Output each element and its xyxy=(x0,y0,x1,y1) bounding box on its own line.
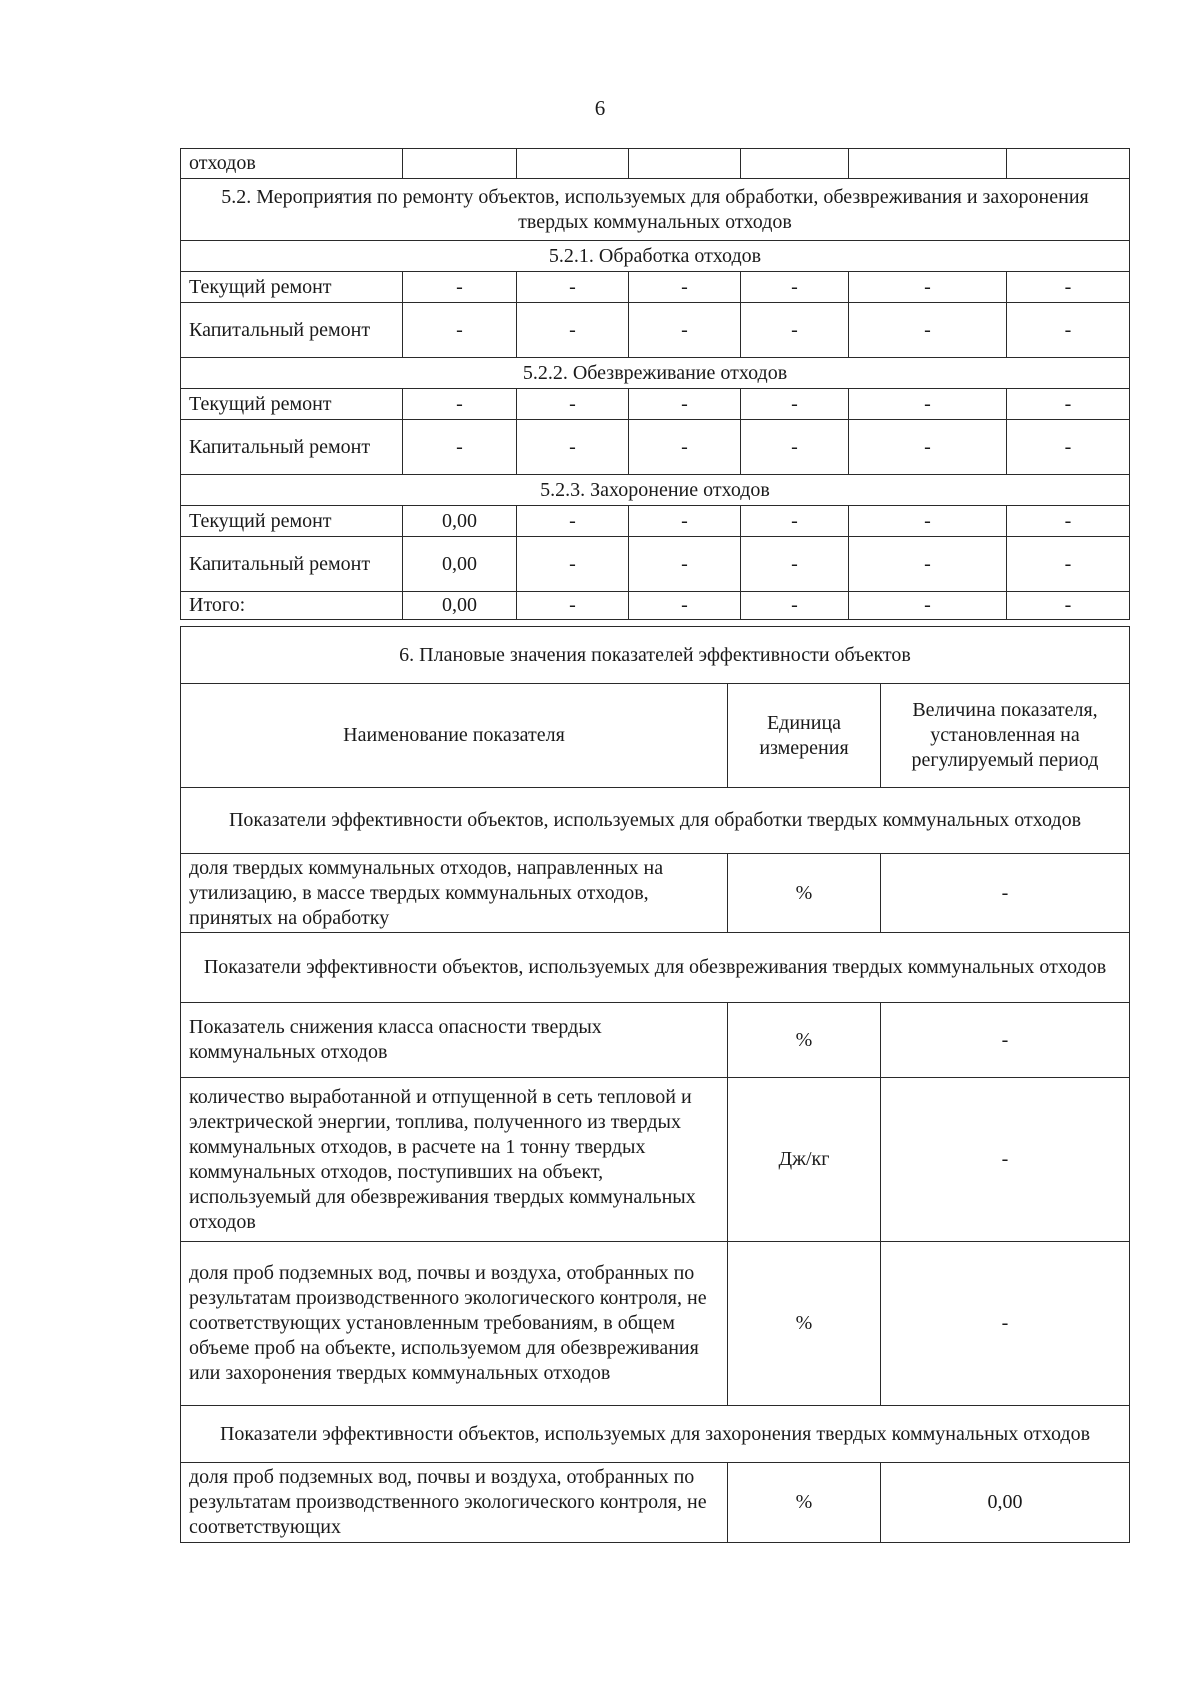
value-cell xyxy=(629,149,741,179)
header-row xyxy=(181,684,1130,788)
indicator-unit: % xyxy=(728,1463,881,1543)
table-row xyxy=(181,149,1130,179)
value-cell: - xyxy=(849,537,1007,592)
value-cell: - xyxy=(629,389,741,420)
row-label: Капитальный ремонт xyxy=(181,303,403,358)
value-cell: - xyxy=(1007,272,1130,303)
header-unit: Единица измерения xyxy=(728,684,881,788)
value-cell xyxy=(403,149,517,179)
value-cell: 0,00 xyxy=(403,592,517,620)
page-number: 6 xyxy=(594,96,606,120)
indicator-name: доля проб подземных вод, почвы и воздуха, отобранных по результатам производственного экологического контроля, не соответствующих установленным требованиям, в общем объеме проб на объекте, используемом для обезвреживания или захоронения твердых коммунальных отходов xyxy=(181,1242,728,1406)
header-value: Величина показателя, установленная на регулируемый период xyxy=(881,684,1130,788)
value-cell: - xyxy=(849,506,1007,537)
value-cell: - xyxy=(403,272,517,303)
value-cell: - xyxy=(517,272,629,303)
indicator-value: - xyxy=(881,1242,1130,1406)
value-cell: - xyxy=(741,389,849,420)
value-cell: - xyxy=(629,420,741,475)
indicator-unit: Дж/кг xyxy=(728,1078,881,1242)
indicator-value: 0,00 xyxy=(881,1463,1130,1543)
table-row xyxy=(181,537,1130,592)
value-cell: - xyxy=(741,303,849,358)
repair-measures-table xyxy=(180,148,1130,620)
value-cell: - xyxy=(849,303,1007,358)
value-cell: - xyxy=(741,506,849,537)
subsection-title: 5.2.3. Захоронение отходов xyxy=(181,475,1130,506)
value-cell: - xyxy=(517,420,629,475)
table-row xyxy=(181,1463,1130,1543)
value-cell: - xyxy=(517,537,629,592)
row-label: Капитальный ремонт xyxy=(181,537,403,592)
indicator-name: количество выработанной и отпущенной в сеть тепловой и электрической энергии, топлива, полученного из твердых коммунальных отходов, в расчете на 1 тонну твердых коммунальных отходов, поступивших на объект, используемый для обезвреживания твердых коммунальных отходов xyxy=(181,1078,728,1242)
row-label: Текущий ремонт xyxy=(181,389,403,420)
indicator-value: - xyxy=(881,854,1130,933)
value-cell: - xyxy=(629,272,741,303)
efficiency-indicators-table xyxy=(180,626,1130,1543)
indicator-name: доля проб подземных вод, почвы и воздуха, отобранных по результатам производственного экологического контроля, не соответствующих xyxy=(181,1463,728,1543)
subsection-title: 5.2.2. Обезвреживание отходов xyxy=(181,358,1130,389)
indicator-unit: % xyxy=(728,1242,881,1406)
subsection-row xyxy=(181,241,1130,272)
value-cell: - xyxy=(741,537,849,592)
value-cell xyxy=(517,149,629,179)
indicator-value: - xyxy=(881,1078,1130,1242)
subsection-row xyxy=(181,475,1130,506)
value-cell: 0,00 xyxy=(403,506,517,537)
value-cell: - xyxy=(403,420,517,475)
value-cell: - xyxy=(629,537,741,592)
group-heading-row xyxy=(181,1406,1130,1463)
table-row xyxy=(181,389,1130,420)
value-cell xyxy=(741,149,849,179)
value-cell xyxy=(1007,149,1130,179)
value-cell: - xyxy=(517,303,629,358)
section-heading: 5.2. Мероприятия по ремонту объектов, используемых для обработки, обезвреживания и захоронения твердых коммунальных отходов xyxy=(181,179,1130,241)
table-row xyxy=(181,1242,1130,1406)
section-heading-row xyxy=(181,627,1130,684)
group-title: Показатели эффективности объектов, используемых для обработки твердых коммунальных отходов xyxy=(181,788,1130,854)
value-cell: - xyxy=(403,303,517,358)
value-cell: - xyxy=(1007,537,1130,592)
value-cell: - xyxy=(849,420,1007,475)
subsection-row xyxy=(181,358,1130,389)
value-cell: - xyxy=(517,506,629,537)
group-heading-row xyxy=(181,788,1130,854)
value-cell: - xyxy=(629,303,741,358)
value-cell: - xyxy=(741,272,849,303)
value-cell: - xyxy=(1007,420,1130,475)
total-row xyxy=(181,592,1130,620)
table-row xyxy=(181,303,1130,358)
header-name: Наименование показателя xyxy=(181,684,728,788)
value-cell: - xyxy=(517,592,629,620)
total-label: Итого: xyxy=(181,592,403,620)
value-cell: - xyxy=(849,389,1007,420)
value-cell: - xyxy=(1007,592,1130,620)
indicator-unit: % xyxy=(728,1003,881,1078)
table-row xyxy=(181,272,1130,303)
value-cell: - xyxy=(1007,506,1130,537)
table-row xyxy=(181,854,1130,933)
indicator-name: доля твердых коммунальных отходов, направленных на утилизацию, в массе твердых коммунальных отходов, принятых на обработку xyxy=(181,854,728,933)
group-title: Показатели эффективности объектов, используемых для обезвреживания твердых коммунальных отходов xyxy=(181,933,1130,1003)
group-title: Показатели эффективности объектов, используемых для захоронения твердых коммунальных отходов xyxy=(181,1406,1130,1463)
value-cell: - xyxy=(629,592,741,620)
table-row xyxy=(181,420,1130,475)
row-label: Текущий ремонт xyxy=(181,272,403,303)
group-heading-row xyxy=(181,933,1130,1003)
section-heading: 6. Плановые значения показателей эффективности объектов xyxy=(181,627,1130,684)
value-cell: - xyxy=(517,389,629,420)
value-cell: - xyxy=(629,506,741,537)
subsection-title: 5.2.1. Обработка отходов xyxy=(181,241,1130,272)
indicator-name: Показатель снижения класса опасности твердых коммунальных отходов xyxy=(181,1003,728,1078)
row-label: Капитальный ремонт xyxy=(181,420,403,475)
section-heading-row xyxy=(181,179,1130,241)
row-label: Текущий ремонт xyxy=(181,506,403,537)
indicator-value: - xyxy=(881,1003,1130,1078)
value-cell: - xyxy=(403,389,517,420)
value-cell: - xyxy=(1007,303,1130,358)
value-cell: - xyxy=(741,420,849,475)
value-cell xyxy=(849,149,1007,179)
row-label: отходов xyxy=(181,149,403,179)
value-cell: - xyxy=(741,592,849,620)
value-cell: - xyxy=(849,592,1007,620)
value-cell: - xyxy=(1007,389,1130,420)
value-cell: - xyxy=(849,272,1007,303)
value-cell: 0,00 xyxy=(403,537,517,592)
table-row xyxy=(181,506,1130,537)
table-row xyxy=(181,1078,1130,1242)
indicator-unit: % xyxy=(728,854,881,933)
table-row xyxy=(181,1003,1130,1078)
